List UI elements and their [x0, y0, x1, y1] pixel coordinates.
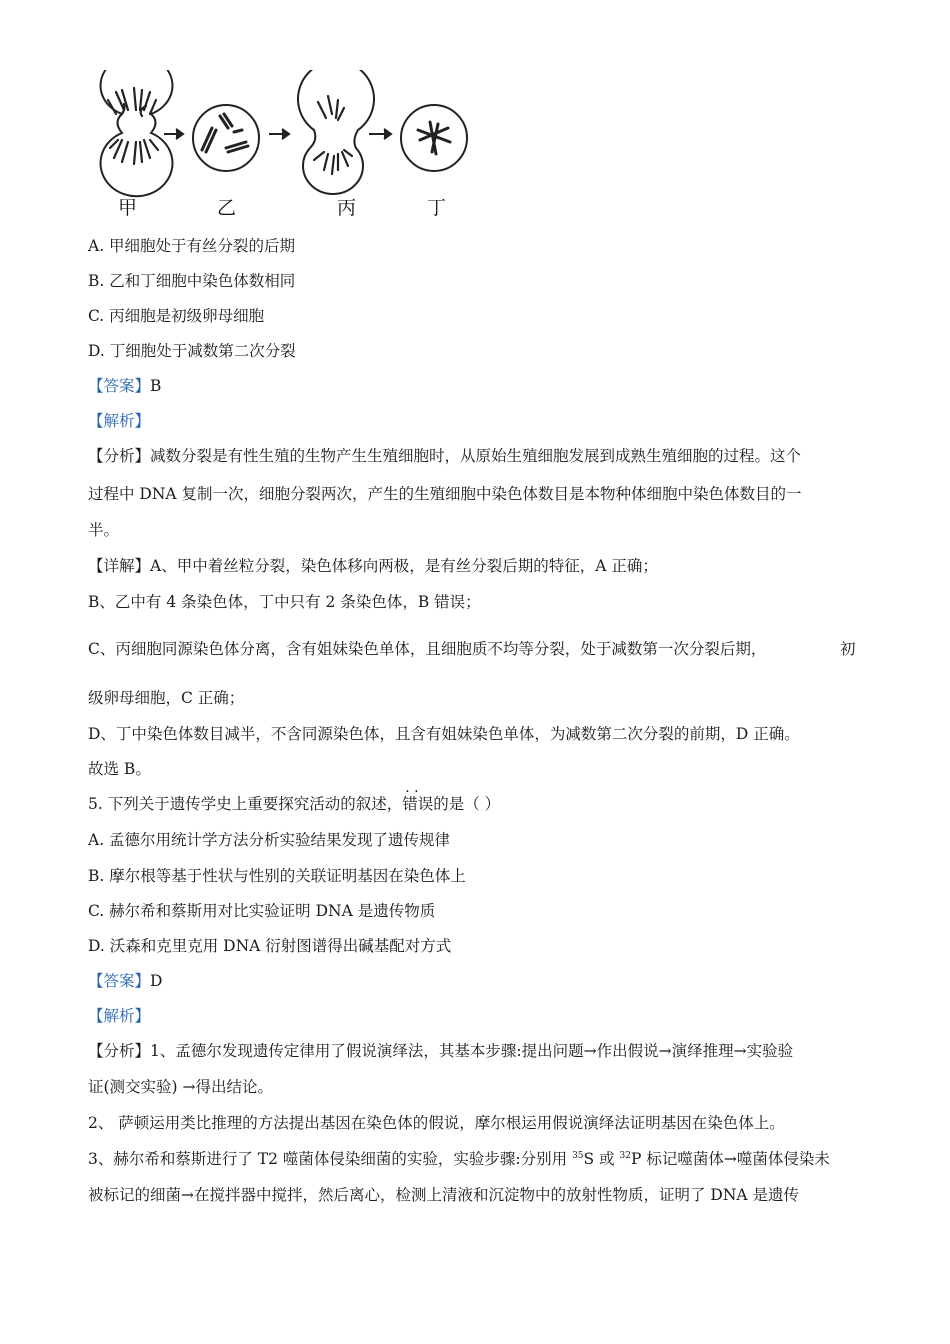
answer-value: B — [150, 377, 162, 395]
figure-label-jia: 甲 — [118, 197, 138, 219]
point-3-post: P 标记噬菌体→噬菌体侵染未 — [630, 1150, 830, 1168]
q4-xiangjie-b: B、乙中有 4 条染色体，丁中只有 2 条染色体，B 错误； — [88, 593, 481, 611]
q5-option-d: D. 沃森和克里克用 DNA 衍射图谱得出碱基配对方式 — [88, 937, 452, 955]
q5-answer — [88, 971, 162, 991]
answer-value: D — [150, 972, 163, 990]
fenxi-tag: 【分析】 — [88, 1042, 151, 1060]
q4-fenxi-line-1 — [88, 446, 801, 466]
q5-option-b: B. 摩尔根等基于性状与性别的关联证明基因在染色体上 — [88, 867, 466, 885]
figure-label-bing: 丙 — [337, 197, 357, 219]
figure-label-ding: 丁 — [427, 197, 447, 219]
q4-xiangjie-c-tail: 初 — [840, 640, 856, 658]
q5-point-3-line-1 — [88, 1149, 830, 1169]
q5-point-3-line-2: 被标记的细菌→在搅拌器中搅拌，然后离心，检测上清液和沉淀物中的放射性物质，证明了 DNA 是遗传 — [88, 1186, 800, 1204]
q5-stem-pre: 5. 下列关于遗传学史上重要探究活动的叙述， — [88, 795, 403, 813]
xiangjie-tag: 【详解】 — [88, 557, 151, 575]
q5-option-c: C. 赫尔希和蔡斯用对比实验证明 DNA 是遗传物质 — [88, 902, 436, 920]
q4-option-d: D. 丁细胞处于减数第二次分裂 — [88, 342, 296, 360]
q4-fenxi-line-3: 半。 — [88, 521, 120, 539]
sup-32: 32 — [619, 1150, 631, 1161]
q5-stem — [88, 794, 500, 814]
q4-xiangjie-c-line-1: C、丙细胞同源染色体分离，含有姐妹染色单体，且细胞质不均等分裂，处于减数第一次分裂后期， — [88, 640, 767, 658]
q5-point-2: 2、 萨顿运用类比推理的方法提出基因在染色体的假说，摩尔根运用假说演绎法证明基因在染色体上。 — [88, 1114, 785, 1132]
figure-label-yi: 乙 — [217, 197, 237, 219]
q4-xiangjie-a — [88, 556, 658, 576]
fenxi-text: 减数分裂是有性生殖的生物产生生殖细胞时，从原始生殖细胞发展到成熟生殖细胞的过程。这个 — [150, 447, 802, 465]
fenxi-text: 1、孟德尔发现遗传定律用了假说演绎法，其基本步骤:提出问题→作出假说→演绎推理→实验验 — [150, 1042, 794, 1060]
xiangjie-a-text: A、甲中着丝粒分裂，染色体移向两极，是有丝分裂后期的特征，A 正确； — [150, 557, 658, 575]
s-letter: S 或 — [583, 1150, 620, 1168]
cell-jia — [101, 70, 173, 196]
q4-option-a: A. 甲细胞处于有丝分裂的后期 — [88, 237, 296, 255]
q4-conclusion: 故选 B。 — [88, 760, 151, 778]
q4-fenxi-line-2: 过程中 DNA 复制一次，细胞分裂两次，产生的生殖细胞中染色体数目是本物种体细胞中染色体数目的一 — [88, 485, 802, 503]
answer-tag: 【答案】 — [88, 377, 151, 395]
q5-analysis-tag: 【解析】 — [88, 1007, 151, 1025]
q4-xiangjie-d: D、丁中染色体数目减半，不含同源染色体，且含有姐妹染色单体，为减数第二次分裂的前期，D 正确。 — [88, 725, 800, 743]
q5-stem-post: 的是（ ） — [433, 795, 501, 813]
q4-analysis-tag: 【解析】 — [88, 412, 151, 430]
q4-xiangjie-c-line-2: 级卵母细胞，C 正确； — [88, 689, 245, 707]
q4-answer — [88, 376, 161, 396]
q4-option-c: C. 丙细胞是初级卵母细胞 — [88, 307, 265, 325]
q5-fenxi-line-1 — [88, 1041, 793, 1061]
point-3-pre: 3、赫尔希和蔡斯进行了 T2 噬菌体侵染细菌的实验，实验步骤:分别用 — [88, 1150, 573, 1168]
q5-stem-mark: · · 错误 — [402, 795, 433, 813]
q5-option-a: A. 孟德尔用统计学方法分析实验结果发现了遗传规律 — [88, 831, 451, 849]
q4-option-b: B. 乙和丁细胞中染色体数相同 — [88, 272, 296, 290]
q5-fenxi-line-2: 证(测交实验) →得出结论。 — [88, 1078, 274, 1096]
cell-bing — [298, 70, 374, 194]
answer-tag: 【答案】 — [88, 972, 151, 990]
fenxi-tag: 【分析】 — [88, 447, 151, 465]
sup-35: 35 — [572, 1150, 584, 1161]
cell-division-figure — [86, 70, 486, 220]
